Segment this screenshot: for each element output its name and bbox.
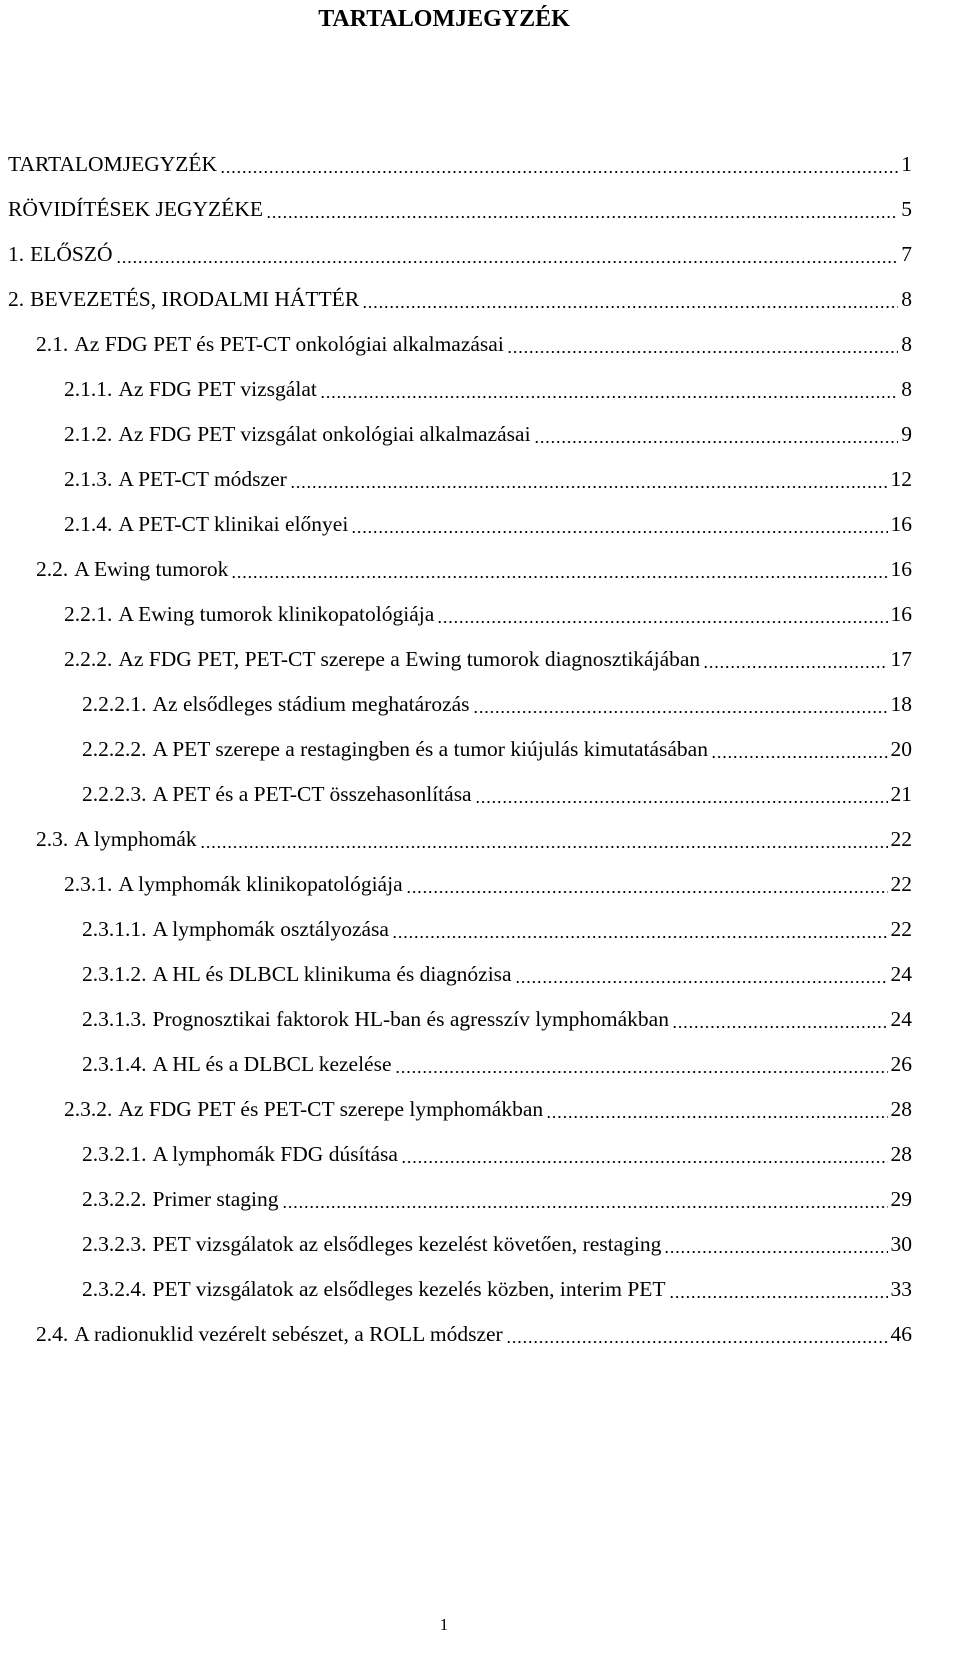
toc-entry[interactable] <box>0 636 912 681</box>
toc-entry[interactable] <box>0 1221 912 1266</box>
dot-leader <box>475 801 888 803</box>
toc-entry-title: A Ewing tumorok klinikopatológiája <box>118 601 435 626</box>
toc-entry-page: 22 <box>890 916 912 941</box>
toc-entry-number: 2.2. <box>36 556 69 581</box>
toc-entry-number: 2.3.2. <box>64 1096 113 1121</box>
toc-entry-number: 2.1. <box>36 331 69 356</box>
toc-entry-title: A HL és DLBCL klinikuma és diagnózisa <box>152 961 512 986</box>
toc-entry-title: Az FDG PET és PET-CT szerepe lymphomákban <box>118 1096 544 1121</box>
toc-entry-page: 8 <box>901 286 912 311</box>
toc-entry-page: 28 <box>890 1141 912 1166</box>
toc-entry-page: 24 <box>890 1006 912 1031</box>
dot-leader <box>290 486 888 488</box>
toc-entry-title: A PET szerepe a restagingben és a tumor kiújulás kimutatásában <box>152 736 708 761</box>
toc-entry-page: 12 <box>890 466 912 491</box>
dot-leader <box>669 1296 888 1298</box>
dot-leader <box>395 1071 888 1073</box>
toc-entry[interactable] <box>0 951 912 996</box>
dot-leader <box>507 351 898 353</box>
toc-entry-page: 24 <box>890 961 912 986</box>
dot-leader <box>515 981 888 983</box>
toc-entry[interactable] <box>0 591 912 636</box>
toc-entry-page: 16 <box>890 511 912 536</box>
dot-leader <box>220 171 898 173</box>
toc-entry-page: 30 <box>890 1231 912 1256</box>
toc-entry-title: TARTALOMJEGYZÉK <box>8 151 218 176</box>
toc-entry-page: 8 <box>901 331 912 356</box>
dot-leader <box>231 576 887 578</box>
toc-entry-number: 2.3.2.4. <box>82 1276 147 1301</box>
toc-entry[interactable] <box>0 1176 912 1221</box>
toc-entry-title: A lymphomák FDG dúsítása <box>152 1141 398 1166</box>
dot-leader <box>406 891 888 893</box>
toc-entry-title: A Ewing tumorok <box>74 556 229 581</box>
toc-entry-title: RÖVIDÍTÉSEK JEGYZÉKE <box>8 196 263 221</box>
toc-entry[interactable] <box>0 321 912 366</box>
toc-entry-number: 2.2.2.2. <box>82 736 147 761</box>
toc-entry[interactable] <box>0 1131 912 1176</box>
toc-entry-number: 1. <box>8 241 25 266</box>
toc-entry-number: 2.1.4. <box>64 511 113 536</box>
dot-leader <box>282 1206 888 1208</box>
dot-leader <box>664 1251 887 1253</box>
dot-leader <box>401 1161 888 1163</box>
dot-leader <box>266 216 898 218</box>
toc-entry-title: PET vizsgálatok az elsődleges kezelés közben, interim PET <box>152 1276 666 1301</box>
toc-entry[interactable] <box>0 501 912 546</box>
dot-leader <box>506 1341 888 1343</box>
toc-entry-number: 2.3.2.2. <box>82 1186 147 1211</box>
toc-entry[interactable] <box>0 861 912 906</box>
toc-entry-page: 5 <box>901 196 912 221</box>
toc-entry-page: 18 <box>890 691 912 716</box>
toc-entry-number: 2.1.1. <box>64 376 113 401</box>
toc-entry-page: 26 <box>890 1051 912 1076</box>
toc-entry-number: 2.3.1. <box>64 871 113 896</box>
toc-entry-title: A PET és a PET-CT összehasonlítása <box>152 781 472 806</box>
dot-leader <box>672 1026 888 1028</box>
toc-entry-title: Az elsődleges stádium meghatározás <box>152 691 470 716</box>
toc-entry[interactable] <box>0 1041 912 1086</box>
dot-leader <box>437 621 887 623</box>
dot-leader <box>473 711 888 713</box>
toc-entry[interactable] <box>0 1266 912 1311</box>
dot-leader <box>362 306 898 308</box>
toc-entry-number: 2.3.1.1. <box>82 916 147 941</box>
toc-entry-page: 46 <box>890 1321 912 1346</box>
dot-leader <box>534 441 899 443</box>
toc-entry-title: A lymphomák klinikopatológiája <box>118 871 403 896</box>
toc-entry-page: 22 <box>890 871 912 896</box>
toc-entry-title: A PET-CT klinikai előnyei <box>118 511 349 536</box>
toc-entry[interactable] <box>0 681 912 726</box>
dot-leader <box>351 531 887 533</box>
page-number: 1 <box>439 1615 449 1634</box>
toc-entry-page: 29 <box>890 1186 912 1211</box>
toc-entry-page: 33 <box>890 1276 912 1301</box>
toc-entry[interactable] <box>0 366 912 411</box>
toc-entry-title: Prognosztikai faktorok HL-ban és agresszív lymphomákban <box>152 1006 669 1031</box>
toc-entry-title: BEVEZETÉS, IRODALMI HÁTTÉR <box>30 286 360 311</box>
toc-entry[interactable] <box>0 1086 912 1131</box>
toc-entry-title: Primer staging <box>152 1186 279 1211</box>
toc-entry[interactable] <box>0 1311 912 1356</box>
toc-entry-title: A lymphomák osztályozása <box>152 916 389 941</box>
toc-entry[interactable] <box>0 906 912 951</box>
toc-entry-page: 8 <box>901 376 912 401</box>
dot-leader <box>711 756 888 758</box>
dot-leader <box>703 666 887 668</box>
dot-leader <box>392 936 888 938</box>
toc-entry-title: A lymphomák <box>74 826 197 851</box>
toc-entry[interactable] <box>0 276 912 321</box>
toc-entry[interactable] <box>0 726 912 771</box>
toc-entry-title: Az FDG PET vizsgálat onkológiai alkalmazásai <box>118 421 531 446</box>
toc-entry-number: 2.3.1.3. <box>82 1006 147 1031</box>
toc-entry-number: 2.3.1.4. <box>82 1051 147 1076</box>
toc-entry-number: 2.2.2.3. <box>82 781 147 806</box>
table-of-contents <box>0 141 912 1356</box>
toc-entry-number: 2.1.2. <box>64 421 113 446</box>
toc-entry-number: 2.1.3. <box>64 466 113 491</box>
toc-entry-page: 21 <box>890 781 912 806</box>
toc-entry[interactable] <box>0 141 912 186</box>
toc-entry-title: A radionuklid vezérelt sebészet, a ROLL módszer <box>74 1321 503 1346</box>
toc-entry[interactable] <box>0 411 912 456</box>
toc-entry[interactable] <box>0 771 912 816</box>
toc-entry-title: A HL és a DLBCL kezelése <box>152 1051 392 1076</box>
toc-entry-page: 17 <box>890 646 912 671</box>
toc-entry-title: Az FDG PET és PET-CT onkológiai alkalmazásai <box>74 331 504 356</box>
dot-leader <box>200 846 888 848</box>
toc-entry-page: 1 <box>901 151 912 176</box>
toc-entry-title: Az FDG PET vizsgálat <box>118 376 317 401</box>
dot-leader <box>546 1116 887 1118</box>
toc-entry-title: Az FDG PET, PET-CT szerepe a Ewing tumorok diagnosztikájában <box>118 646 701 671</box>
toc-entry-number: 2.3.2.3. <box>82 1231 147 1256</box>
toc-entry-number: 2.3. <box>36 826 69 851</box>
toc-entry[interactable] <box>0 231 912 276</box>
toc-entry-page: 20 <box>890 736 912 761</box>
page-title: TARTALOMJEGYZÉK <box>318 6 570 32</box>
toc-entry[interactable] <box>0 186 912 231</box>
toc-entry-number: 2.4. <box>36 1321 69 1346</box>
toc-entry[interactable] <box>0 546 912 591</box>
toc-entry-number: 2.2.1. <box>64 601 113 626</box>
toc-entry-number: 2. <box>8 286 25 311</box>
dot-leader <box>320 396 898 398</box>
toc-entry-number: 2.3.2.1. <box>82 1141 147 1166</box>
toc-entry-page: 16 <box>890 556 912 581</box>
toc-entry-page: 22 <box>890 826 912 851</box>
toc-entry-page: 9 <box>901 421 912 446</box>
toc-entry[interactable] <box>0 456 912 501</box>
toc-entry-title: ELŐSZÓ <box>30 241 113 266</box>
toc-entry-number: 2.2.2.1. <box>82 691 147 716</box>
toc-entry-page: 16 <box>890 601 912 626</box>
toc-entry[interactable] <box>0 816 912 861</box>
toc-entry-title: A PET-CT módszer <box>118 466 287 491</box>
toc-entry-page: 28 <box>890 1096 912 1121</box>
toc-entry-number: 2.3.1.2. <box>82 961 147 986</box>
toc-entry-page: 7 <box>901 241 912 266</box>
toc-entry-title: PET vizsgálatok az elsődleges kezelést követően, restaging <box>152 1231 662 1256</box>
dot-leader <box>116 261 899 263</box>
toc-entry[interactable] <box>0 996 912 1041</box>
toc-entry-number: 2.2.2. <box>64 646 113 671</box>
